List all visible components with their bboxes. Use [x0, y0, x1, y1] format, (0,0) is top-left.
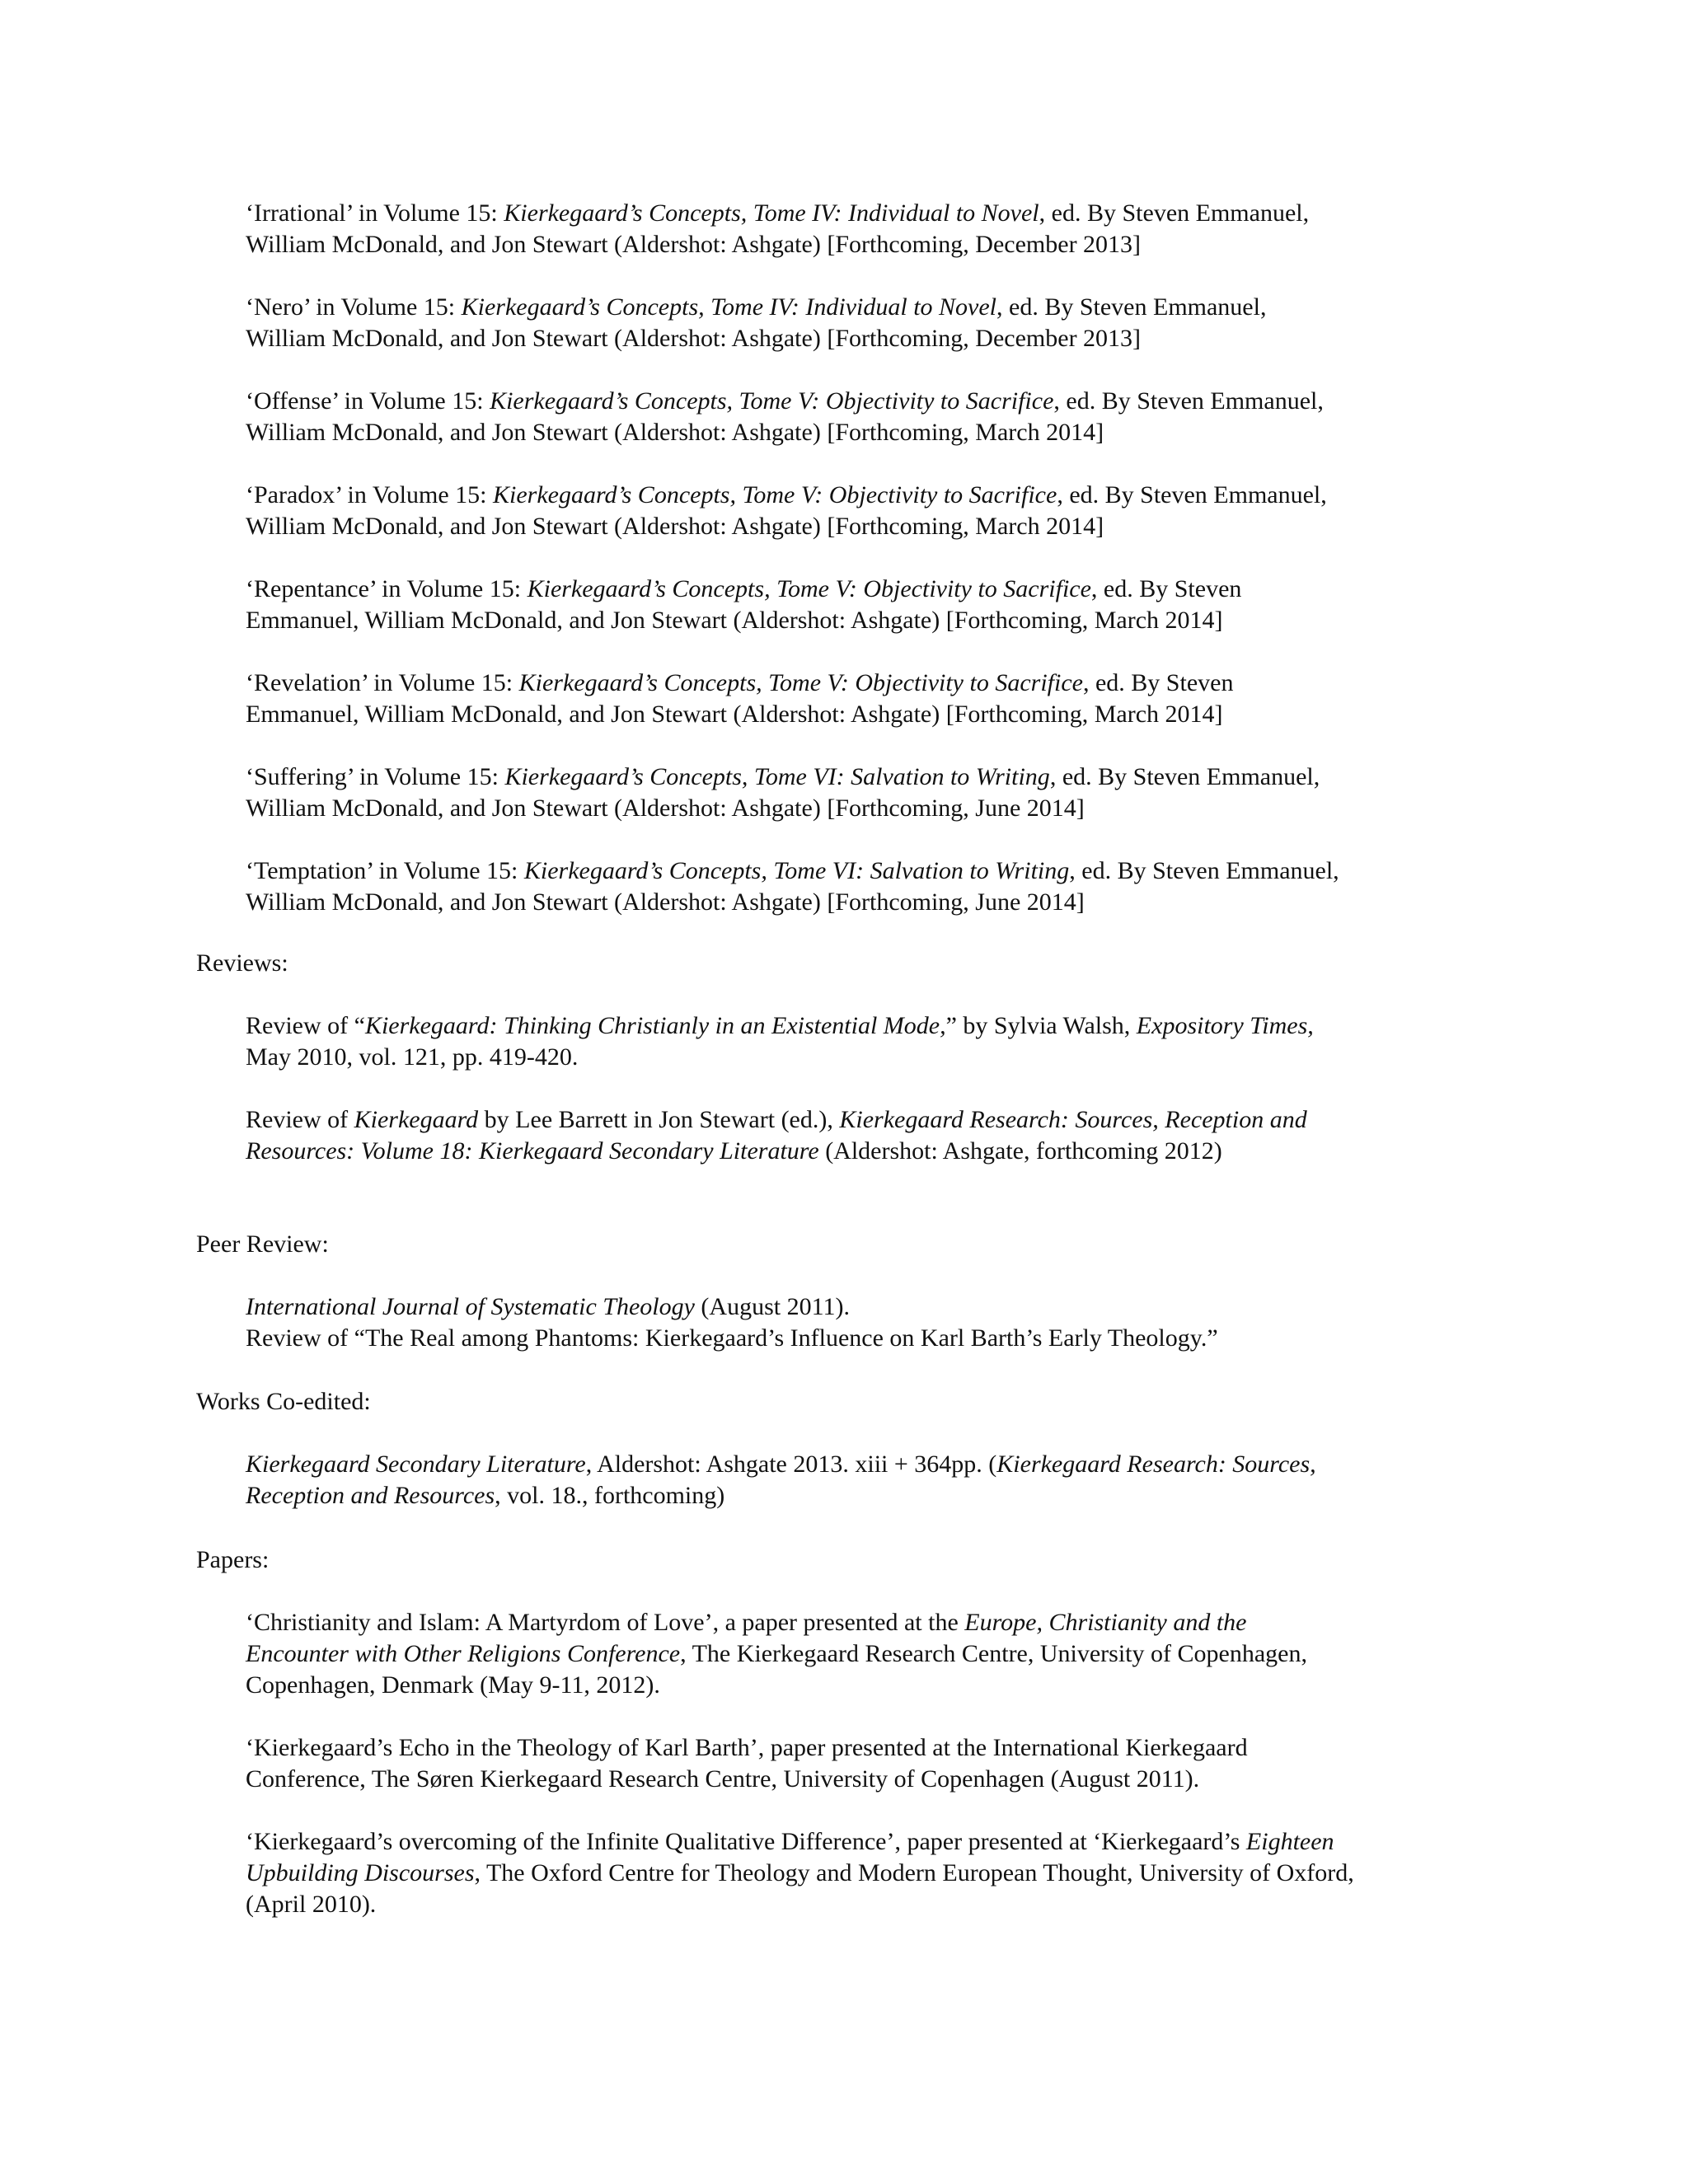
paper-infinite-difference [246, 1826, 1482, 1920]
paper-date: (April 2010). [246, 1891, 377, 1918]
peer-review-date: (August 2011). [694, 1293, 850, 1320]
papers-heading: Papers: [196, 1546, 270, 1573]
entry-volume-title: Kierkegaard’s Concepts, Tome IV: Individual to Novel [461, 293, 997, 321]
entry-publication-details: Emmanuel, William McDonald, and Jon Stewart (Aldershot: Ashgate) [Forthcoming, March 2014] [246, 701, 1223, 728]
paper-christianity-islam [246, 1607, 1482, 1701]
paper-title: ‘Kierkegaard’s Echo in the Theology of Karl Barth’, paper presented at the International Kierkegaard [246, 1734, 1248, 1761]
entry-editors-start: , ed. By Steven Emmanuel, [1053, 387, 1324, 415]
review-prefix: Review of [246, 1106, 354, 1133]
review-barrett [246, 1104, 1482, 1167]
entry-publication-details: William McDonald, and Jon Stewart (Aldershot: Ashgate) [Forthcoming, December 2013] [246, 325, 1142, 352]
entry-publication-details: William McDonald, and Jon Stewart (Aldershot: Ashgate) [Forthcoming, March 2014] [246, 513, 1104, 540]
review-book-title: Kierkegaard [354, 1106, 479, 1133]
review-journal: Expository Times, [1136, 1012, 1314, 1039]
coedited-work [246, 1449, 1482, 1511]
peer-review-title: Review of “The Real among Phantoms: Kierkegaard’s Influence on Karl Barth’s Early Theology.” [246, 1324, 1218, 1352]
paper-title: ‘Christianity and Islam: A Martyrdom of Love’, a paper presented at the [246, 1609, 965, 1636]
entry-publication-details: William McDonald, and Jon Stewart (Aldershot: Ashgate) [Forthcoming, June 2014] [246, 794, 1085, 822]
entry-volume-title: Kierkegaard’s Concepts, Tome VI: Salvation to Writing [523, 857, 1070, 884]
entry-paradox [246, 480, 1482, 542]
reviews-section [246, 1010, 1482, 1167]
entry-revelation [246, 668, 1482, 730]
coedited-details: , Aldershot: Ashgate 2013. xiii + 364pp. ( [585, 1451, 997, 1478]
review-series-title-cont: Resources: Volume 18: Kierkegaard Secondary Literature [246, 1137, 819, 1165]
entry-editors-start: , ed. By Steven Emmanuel, [1039, 199, 1310, 227]
paper-work-title-cont: Upbuilding Discourses [246, 1859, 475, 1886]
entry-volume-title: Kierkegaard’s Concepts, Tome V: Objectivity to Sacrifice [527, 575, 1091, 602]
papers-section [246, 1607, 1482, 1920]
works-coedited-heading: Works Co-edited: [196, 1388, 371, 1415]
entry-temptation [246, 855, 1482, 918]
peer-review-heading: Peer Review: [196, 1230, 329, 1258]
entry-prefix: ‘Paradox’ in Volume 15: [246, 481, 493, 509]
entry-prefix: ‘Offense’ in Volume 15: [246, 387, 490, 415]
entry-prefix: ‘Temptation’ in Volume 15: [246, 857, 524, 884]
paper-location-date: Copenhagen, Denmark (May 9-11, 2012). [246, 1671, 660, 1699]
paper-kierkegaard-echo [246, 1732, 1482, 1795]
entry-publication-details: William McDonald, and Jon Stewart (Aldershot: Ashgate) [Forthcoming, March 2014] [246, 419, 1104, 446]
review-series-title: Kierkegaard Research: Sources, Reception and [839, 1106, 1307, 1133]
paper-conference-cont: Encounter with Other Religions Conference [246, 1640, 681, 1667]
reviews-heading: Reviews: [196, 949, 288, 977]
coedited-series-cont: Reception and Resources [246, 1482, 495, 1509]
entry-volume-title: Kierkegaard’s Concepts, Tome V: Objectivity to Sacrifice [492, 481, 1057, 509]
review-walsh [246, 1010, 1482, 1073]
entry-volume-title: Kierkegaard’s Concepts, Tome V: Objectivity to Sacrifice [490, 387, 1054, 415]
entry-editors-start: , ed. By Steven [1090, 575, 1242, 602]
entry-editors-start: , ed. By Steven Emmanuel, [1057, 481, 1327, 509]
entry-prefix: ‘Repentance’ in Volume 15: [246, 575, 528, 602]
paper-conference: Europe, Christianity and the [964, 1609, 1247, 1636]
entry-prefix: ‘Irrational’ in Volume 15: [246, 199, 504, 227]
review-book-title: Kierkegaard: Thinking Christianly in an Existential Mode, [364, 1012, 946, 1039]
entry-nero [246, 292, 1482, 354]
coedited-title: Kierkegaard Secondary Literature [246, 1451, 586, 1478]
entry-editors-start: , ed. By Steven Emmanuel, [1069, 857, 1339, 884]
entry-irrational [246, 198, 1482, 260]
coedited-volume: , vol. 18., forthcoming) [495, 1482, 725, 1509]
entry-editors-start: , ed. By Steven [1082, 669, 1234, 696]
peer-review-item [246, 1291, 1482, 1354]
review-author: ” by Sylvia Walsh, [945, 1012, 1137, 1039]
review-publisher: (Aldershot: Ashgate, forthcoming 2012) [818, 1137, 1222, 1165]
entry-suffering [246, 762, 1482, 824]
coedited-series: Kierkegaard Research: Sources, [996, 1451, 1316, 1478]
entry-volume-title: Kierkegaard’s Concepts, Tome VI: Salvation to Writing [504, 763, 1050, 790]
entry-volume-title: Kierkegaard’s Concepts, Tome IV: Individual to Novel [504, 199, 1039, 227]
entry-prefix: ‘Nero’ in Volume 15: [246, 293, 462, 321]
entry-prefix: ‘Suffering’ in Volume 15: [246, 763, 505, 790]
paper-venue: , The Oxford Centre for Theology and Modern European Thought, University of Oxford, [474, 1859, 1354, 1886]
review-prefix: Review of “ [246, 1012, 365, 1039]
entry-publication-details: Emmanuel, William McDonald, and Jon Stewart (Aldershot: Ashgate) [Forthcoming, March 2014] [246, 607, 1223, 634]
peer-review-journal: International Journal of Systematic Theology [246, 1293, 695, 1320]
peer-review-section [246, 1291, 1482, 1354]
entry-prefix: ‘Revelation’ in Volume 15: [246, 669, 519, 696]
paper-title: ‘Kierkegaard’s overcoming of the Infinite Qualitative Difference’, paper presented at ‘Kierkegaard’s [246, 1828, 1246, 1855]
entry-publication-details: William McDonald, and Jon Stewart (Aldershot: Ashgate) [Forthcoming, December 2013] [246, 231, 1142, 258]
works-coedited-section [246, 1449, 1482, 1511]
entry-volume-title: Kierkegaard’s Concepts, Tome V: Objectivity to Sacrifice [518, 669, 1083, 696]
encyclopedia-entries-list [246, 198, 1482, 918]
review-details: May 2010, vol. 121, pp. 419-420. [246, 1043, 579, 1071]
entry-repentance [246, 574, 1482, 636]
entry-editors-start: , ed. By Steven Emmanuel, [996, 293, 1267, 321]
entry-publication-details: William McDonald, and Jon Stewart (Aldershot: Ashgate) [Forthcoming, June 2014] [246, 888, 1085, 916]
paper-venue: Conference, The Søren Kierkegaard Research Centre, University of Copenhagen (August 2011). [246, 1765, 1200, 1793]
entry-offense [246, 386, 1482, 448]
review-author: by Lee Barrett in Jon Stewart (ed.), [478, 1106, 840, 1133]
paper-venue: , The Kierkegaard Research Centre, University of Copenhagen, [680, 1640, 1307, 1667]
paper-work-title: Eighteen [1245, 1828, 1334, 1855]
entry-editors-start: , ed. By Steven Emmanuel, [1049, 763, 1320, 790]
